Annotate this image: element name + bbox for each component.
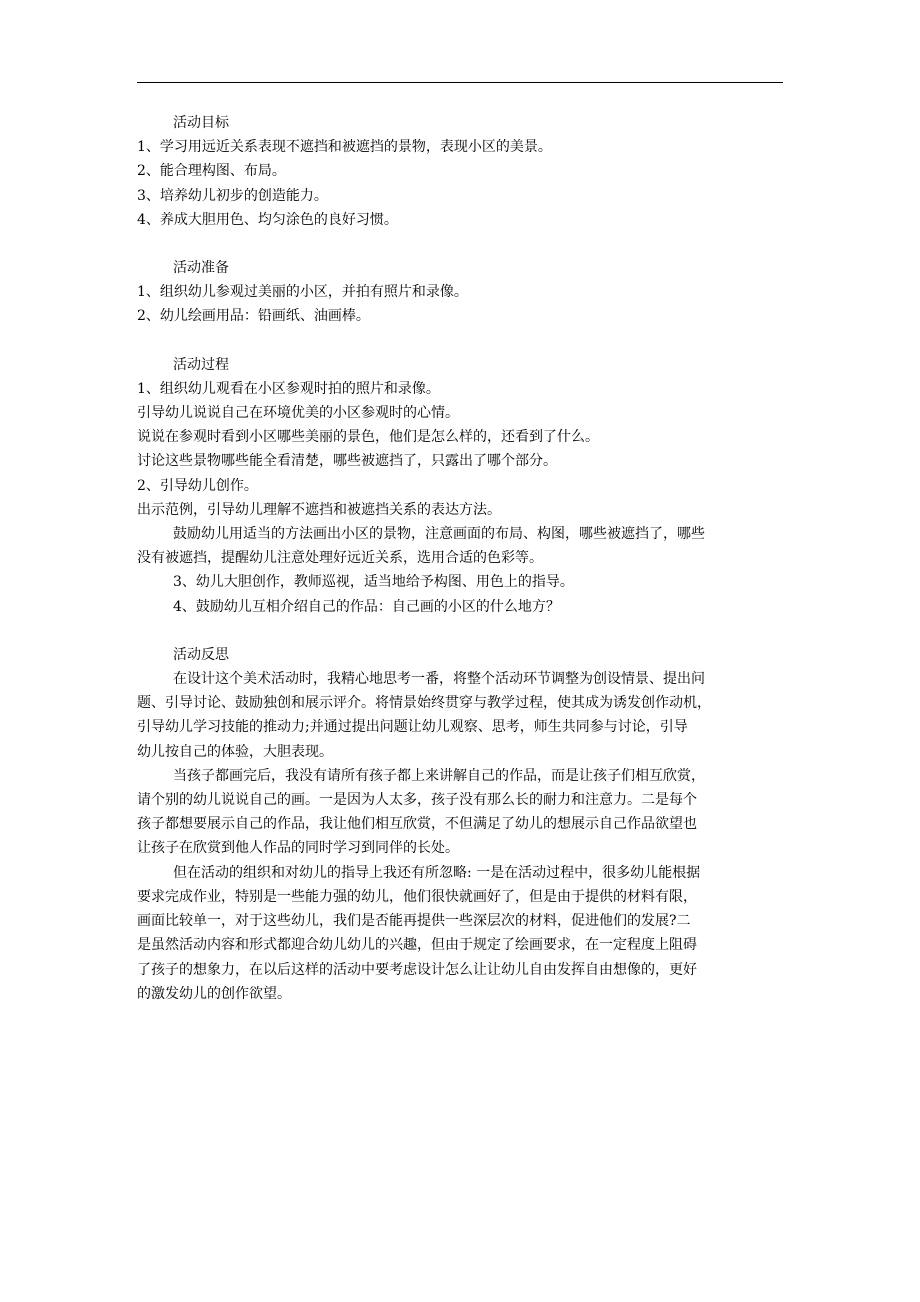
- reflection-paragraph: [137, 667, 785, 764]
- process-line: 引导幼儿说说自己在环境优美的小区参观时的心情。: [137, 405, 459, 422]
- process-line: 4、鼓励幼儿互相介绍自己的作品：自己画的小区的什么地方？: [173, 598, 560, 615]
- preparation-item: 2、幼儿绘画用品：铅画纸、油画棒。: [137, 308, 370, 325]
- section-process: [137, 353, 785, 619]
- paragraph-line: 题、引导讨论、鼓励独创和展示评介。将情景始终贯穿与教学过程，使其成为诱发创作动机，: [137, 695, 711, 712]
- paragraph-line: 要求完成作业，特别是一些能力强的幼儿，他们很快就画好了，但是由于提供的材料有限，: [137, 888, 697, 905]
- paragraph-line: 引导幼儿学习技能的推动力;并通过提出问题让幼儿观察、思考，师生共同参与讨论，引导: [137, 719, 688, 736]
- paragraph-line: 孩子都想要展示自己的作品，我让他们相互欣赏，不但满足了幼儿的想展示自己作品欲望也: [137, 816, 697, 833]
- paragraph-line: 当孩子都画完后，我没有请所有孩子都上来讲解自己的作品，而是让孩子们相互欣赏，: [173, 767, 705, 784]
- section-preparation: [137, 256, 785, 329]
- reflection-paragraph: [137, 861, 785, 1006]
- section-heading-process: 活动过程: [173, 356, 229, 373]
- process-line: 出示范例，引导幼儿理解不遮挡和被遮挡关系的表达方法。: [137, 501, 501, 518]
- goal-item: 4、养成大胆用色、均匀涂色的良好习惯。: [137, 211, 398, 228]
- process-line: 鼓励幼儿用适当的方法画出小区的景物，注意画面的布局、构图，哪些被遮挡了，哪些: [173, 526, 705, 543]
- goal-item: 2、能合理构图、布局。: [137, 163, 286, 180]
- process-line: 说说在参观时看到小区哪些美丽的景色，他们是怎么样的，还看到了什么。: [137, 429, 599, 446]
- section-heading-reflection: 活动反思: [173, 646, 229, 663]
- paragraph-line: 的激发幼儿的创作欲望。: [137, 985, 291, 1002]
- paragraph-line: 了孩子的想象力，在以后这样的活动中要考虑设计怎么让让幼儿自由发挥自由想像的，更好: [137, 961, 697, 978]
- document-body: [137, 111, 785, 1030]
- paragraph-line: 让孩子在欣赏到他人作品的同时学习到同伴的长处。: [137, 840, 459, 857]
- process-line: 1、组织幼儿观看在小区参观时拍的照片和录像。: [137, 380, 440, 397]
- preparation-item: 1、组织幼儿参观过美丽的小区，并拍有照片和录像。: [137, 284, 468, 301]
- paragraph-line: 但在活动的组织和对幼儿的指导上我还有所忽略: 一是在活动过程中，很多幼儿能根据: [173, 864, 701, 881]
- section-heading-goals: 活动目标: [173, 115, 229, 131]
- paragraph-line: 画面比较单一，对于这些幼儿，我们是否能再提供一些深层次的材料，促进他们的发展?二: [137, 913, 691, 930]
- section-reflection: [137, 643, 785, 1006]
- header-rule: [137, 82, 783, 83]
- section-heading-preparation: 活动准备: [173, 260, 229, 277]
- paragraph-line: 请个别的幼儿说说自己的画。一是因为人太多，孩子没有那么长的耐力和注意力。二是每个: [137, 792, 697, 809]
- process-line: 3、幼儿大胆创作，教师巡视，适当地给予构图、用色上的指导。: [173, 574, 574, 591]
- process-line: 没有被遮挡，提醒幼儿注意处理好远近关系，选用合适的色彩等。: [137, 550, 543, 567]
- goal-item: 1、学习用远近关系表现不遮挡和被遮挡的景物，表现小区的美景。: [137, 139, 552, 156]
- section-goals: [137, 111, 785, 232]
- goal-item: 3、培养幼儿初步的创造能力。: [137, 187, 328, 204]
- process-line: 讨论这些景物哪些能全看清楚，哪些被遮挡了，只露出了哪个部分。: [137, 453, 557, 470]
- reflection-paragraph: [137, 764, 785, 861]
- process-line: 2、引导幼儿创作。: [137, 477, 258, 494]
- paragraph-line: 幼儿按自己的体验，大胆表现。: [137, 743, 333, 760]
- paragraph-line: 在设计这个美术活动时，我精心地思考一番，将整个活动环节调整为创设情景、提出问: [173, 671, 705, 688]
- paragraph-line: 是虽然活动内容和形式都迎合幼儿幼儿的兴趣，但由于规定了绘画要求，在一定程度上阻碍: [137, 937, 697, 954]
